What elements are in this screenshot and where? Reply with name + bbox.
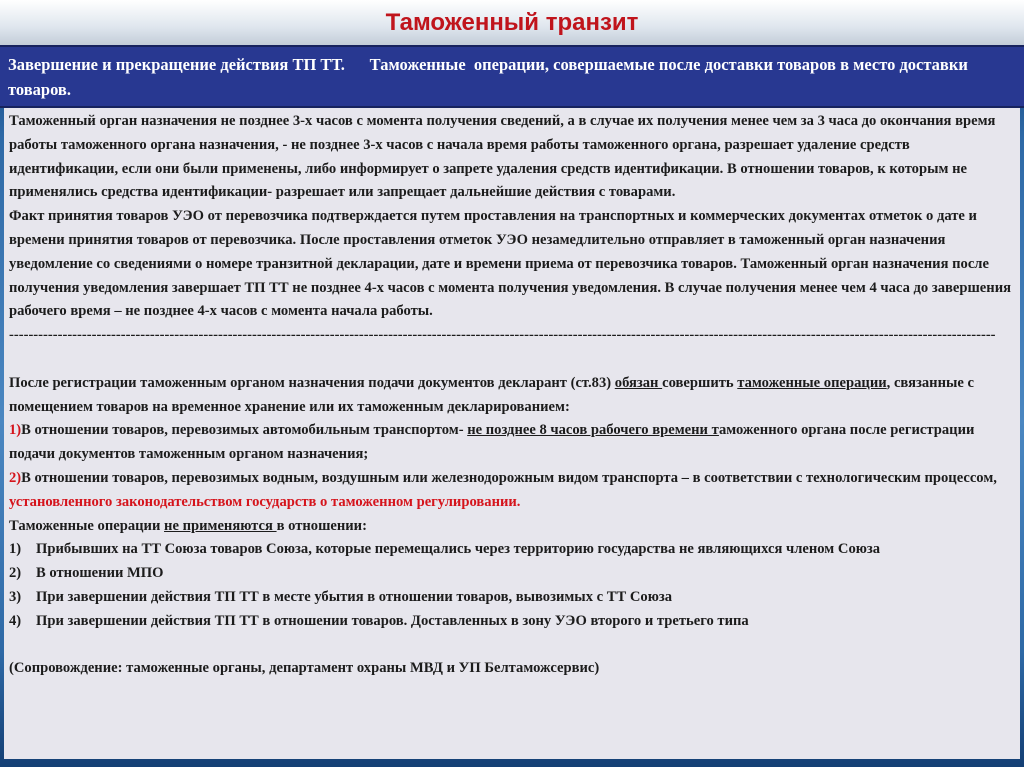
subtitle-banner <box>0 45 1024 108</box>
spacer <box>9 634 1014 658</box>
list-item-road-transport <box>9 419 1014 467</box>
footer-note: (Сопровождение: таможенные органы, департамент охраны МВД и УП Белтаможсервис) <box>9 660 600 677</box>
list-text: В отношении МПО <box>36 565 164 582</box>
text-segment: Таможенные операции <box>9 517 165 534</box>
text-segment: в отношении: <box>276 517 367 534</box>
text-segment: аможенного органа после регистрации подачи документов таможенным органом назначения; <box>9 422 975 463</box>
list-number: 1) <box>9 541 22 558</box>
exception-list-item <box>9 538 1014 562</box>
page-title: Таможенный транзит <box>385 9 639 36</box>
list-item-other-transport <box>9 467 1014 515</box>
list-text: Прибывших на ТТ Союза товаров Союза, которые перемещались через территорию государства не являющихся членом Союза <box>36 541 881 558</box>
paragraph-acceptance: Факт принятия товаров УЭО от перевозчика подтверждается путем проставления на транспортных и коммерческих документах отметок о дате и времени принятия товаров от перевозчика. После проставления отметок УЭО незамедлительно отправляет в таможенный орган назначения уведомление со сведениями о номере транзитной декларации, дате и времени приема от перевозчика товаров. Таможенный орган назначения после получения уведомления завершает ТП ТТ не позднее 4-х часов с момента получения уведомления. В случае получения менее чем 4 часа до завершения рабочего время – не позднее 4-х часов с момента начала работы. <box>9 208 1011 320</box>
exception-list-item <box>9 586 1014 610</box>
list-text: При завершении действия ТП ТТ в отношении товаров. Доставленных в зону УЭО второго и третьего типа <box>36 612 749 629</box>
text-segment: После регистрации таможенным органом назначения подачи документов декларант (ст.83) <box>9 374 615 391</box>
text-segment: , связанные с помещением товаров на временное хранение или их таможенным декларированием: <box>9 374 974 415</box>
exception-list-item <box>9 562 1014 586</box>
underlined-customs-operations: таможенные операции <box>737 374 887 391</box>
text-segment: В отношении товаров, перевозимых автомобильным транспортом- <box>21 422 468 439</box>
subtitle-text: Завершение и прекращение действия ТП ТТ. Таможенные операции, совершаемые после доставки товаров в место доставки товаров. <box>8 55 972 99</box>
list-text: При завершении действия ТП ТТ в месте убытия в отношении товаров, вывозимых с ТТ Союза <box>36 588 673 605</box>
text-segment: совершить <box>662 374 738 391</box>
exception-list-item <box>9 610 1014 634</box>
separator-line: ----------------------------------------------------------------------------------------------------------------------------------------------------------------------------------------------------------- <box>9 327 996 344</box>
title-bar <box>0 0 1024 46</box>
list-number: 4) <box>9 612 22 629</box>
spacer <box>9 348 1014 372</box>
list-number: 2) <box>9 565 22 582</box>
underlined-not-applied: не применяются <box>164 517 277 534</box>
text-segment: В отношении товаров, перевозимых водным, воздушным или железнодорожным видом транспорта – в соответствии с технологическим процессом, <box>21 469 997 486</box>
list-number: 1) <box>9 422 22 439</box>
list-number: 3) <box>9 588 22 605</box>
paragraph-destination-office: Таможенный орган назначения не позднее 3-х часов с момента получения сведений, а в случае их получения менее чем за 3 часа до окончания время работы таможенного органа назначения, - не позднее 3-х часов с начала время работы таможенного органа, разрешает удаление средств идентификации, если они были применены, либо информирует о запрете удаления средств идентификации. В отношении товаров, к которым не применялись средства идентификации- разрешает или запрещает дальнейшие действия с товарами. <box>9 113 996 201</box>
list-number: 2) <box>9 469 22 486</box>
underlined-deadline: не позднее 8 часов рабочего времени т <box>467 422 719 439</box>
content-panel <box>4 108 1020 759</box>
red-highlight-text: установленного законодательством государств о таможенном регулировании. <box>9 493 521 510</box>
underlined-obligated: обязан <box>614 374 663 391</box>
paragraph-not-applied <box>9 515 1014 539</box>
paragraph-declarant-obligations <box>9 372 1014 420</box>
